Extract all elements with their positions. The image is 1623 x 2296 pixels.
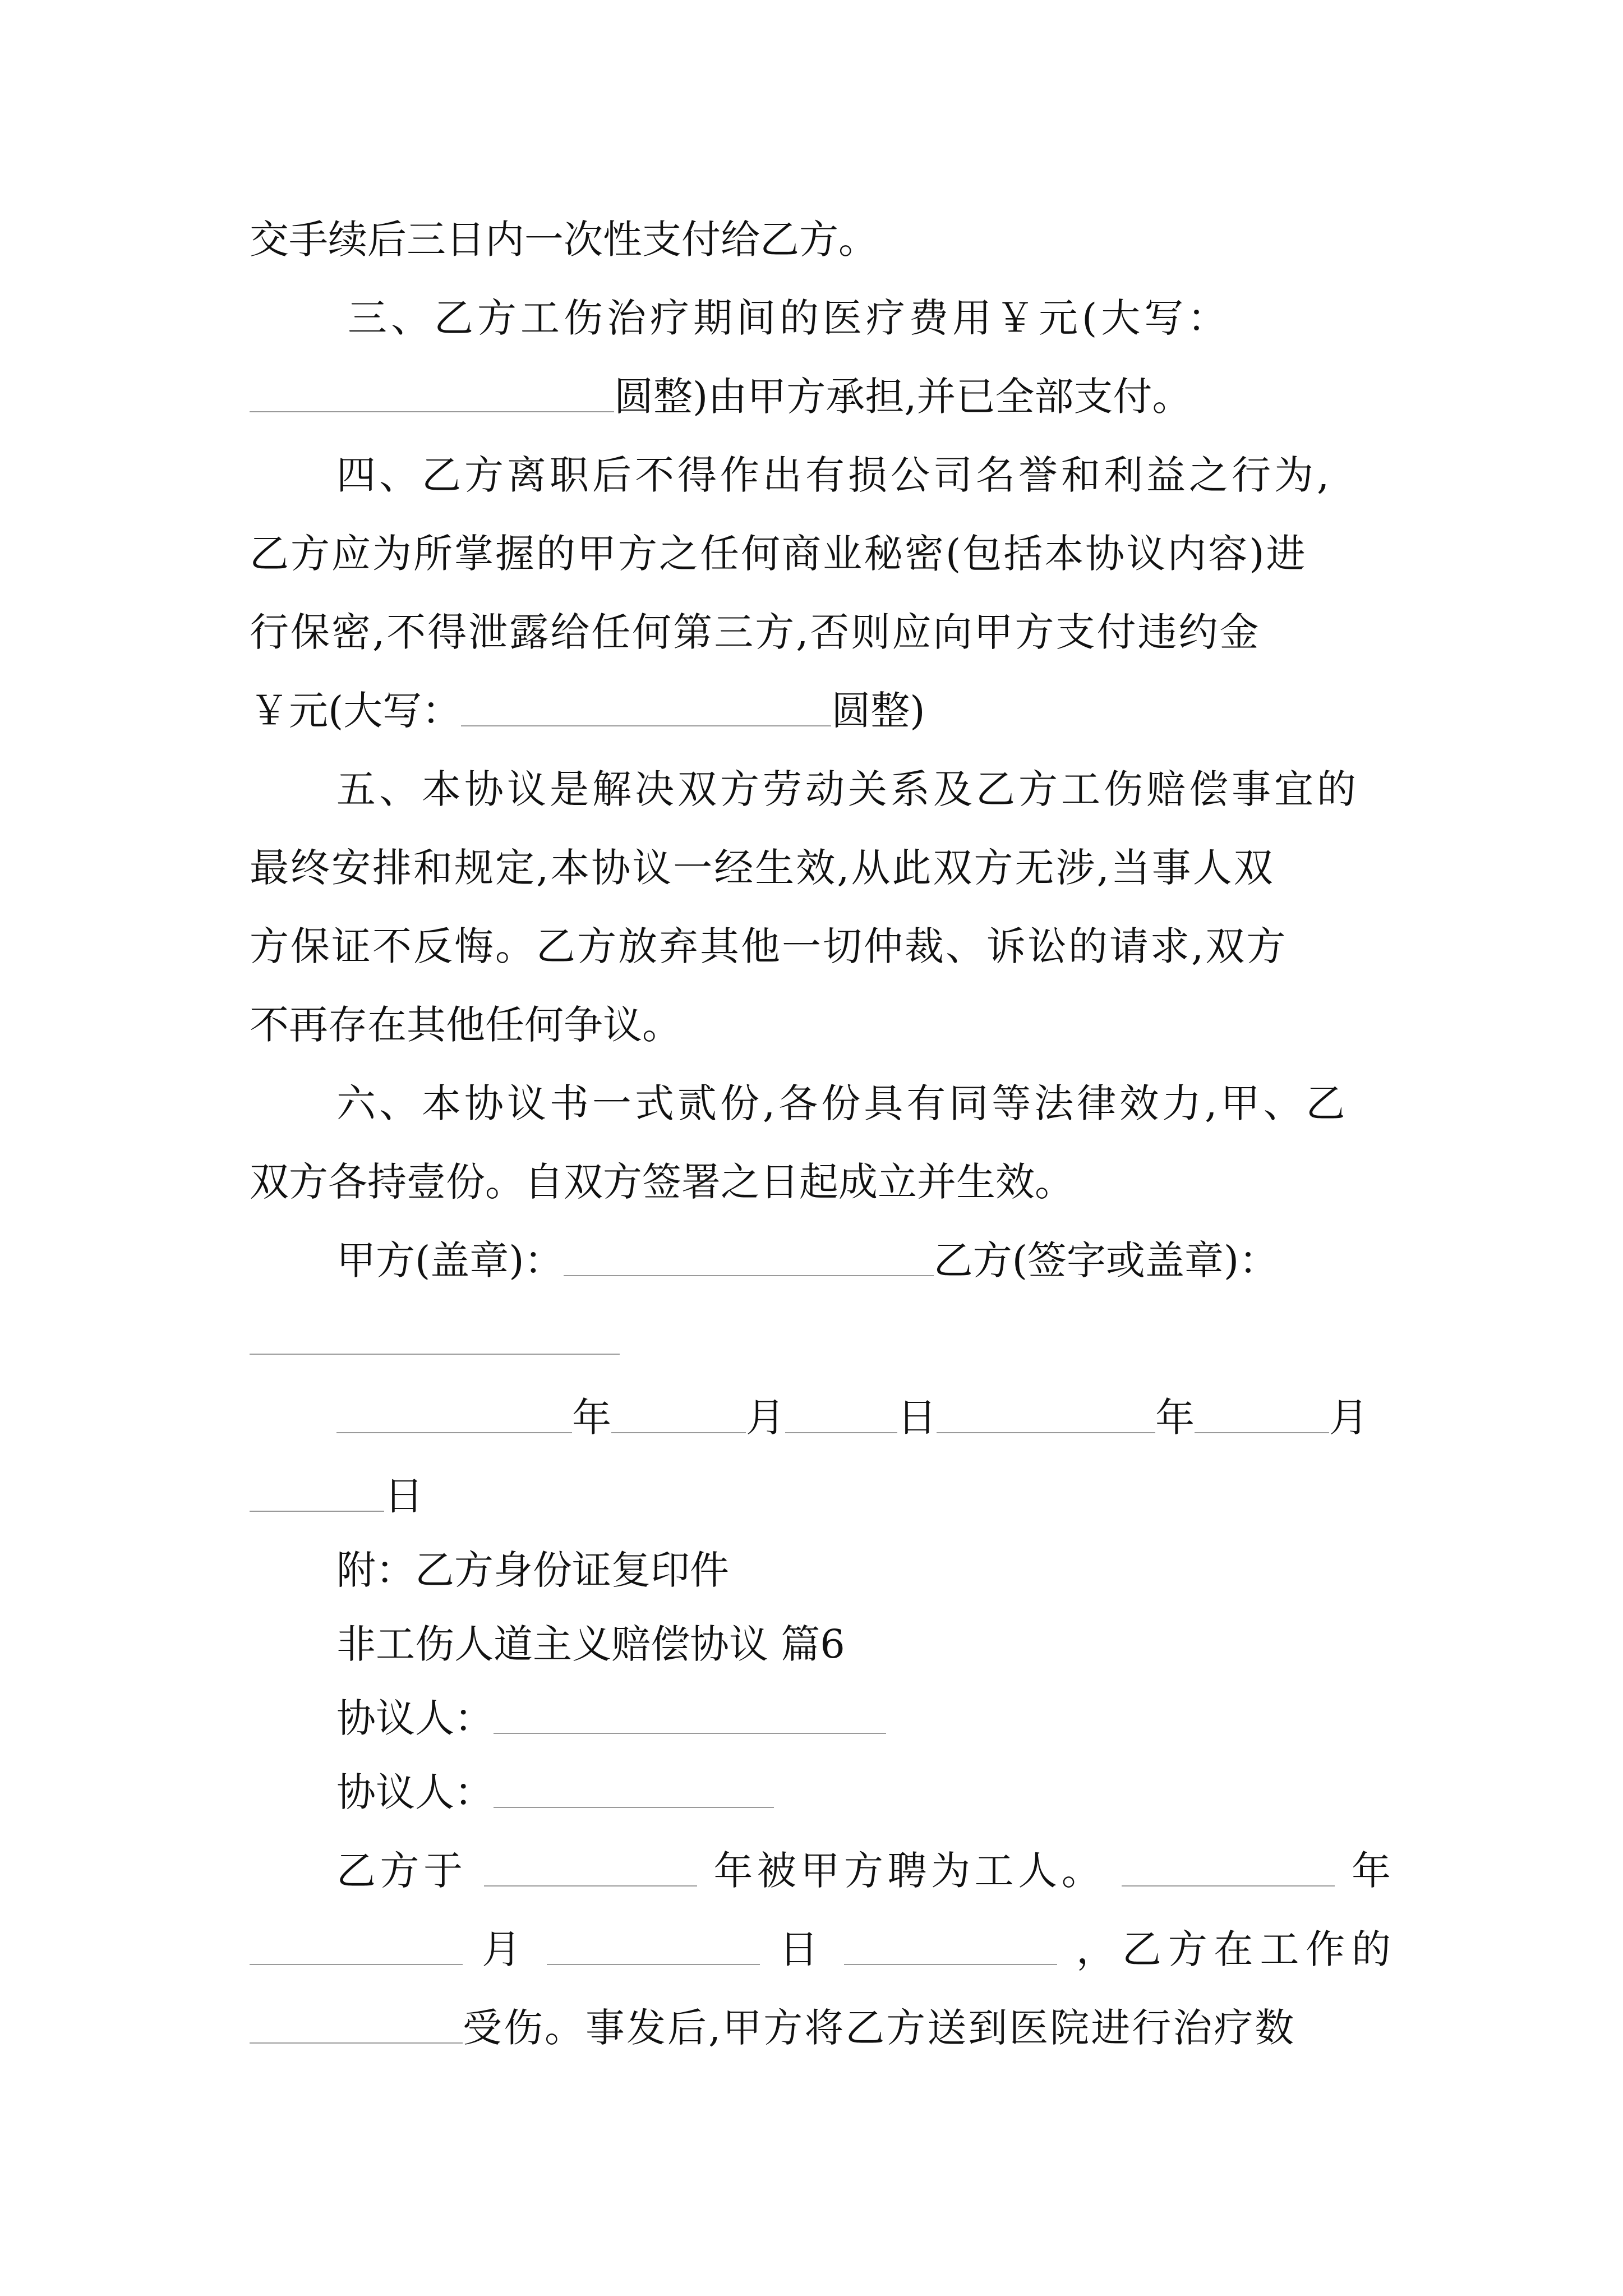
line-text: 附：乙方身份证复印件 [336,1547,729,1593]
date-line [336,1381,1391,1454]
injury-time-field[interactable] [844,1926,1057,1965]
line-text: 交手续后三日内一次性支付给乙方。 [250,217,878,263]
text-line [250,831,1391,904]
line-text: 乙方于 [336,1848,467,1894]
text-line [250,674,1391,747]
line-text: 三、乙方工伤治疗期间的医疗费用￥元(大写： [348,295,1231,341]
date-day: 日 [384,1473,423,1519]
line-text: 日 [779,1926,825,1972]
text-line [250,360,1391,433]
clause-3-line [348,282,1391,355]
date-year: 年 [1155,1395,1195,1441]
party-b-year-field[interactable] [937,1395,1155,1433]
blank-field[interactable] [250,374,614,412]
text-line [250,988,1391,1061]
clause-4-line [336,439,1391,512]
signature-line [336,1224,1391,1297]
line-text: 双方各持壹份。自双方签署之日起成立并生效。 [250,1159,1074,1205]
line-text: 受伤。事发后,甲方将乙方送到医院进行治疗数 [463,2005,1296,2051]
injury-location-field[interactable] [250,2005,463,2044]
injury-year-field[interactable] [1122,1848,1335,1887]
party-a-label: 甲方(盖章)： [336,1237,564,1283]
party-label: 协议人： [336,1695,494,1741]
clause-6-line [336,1067,1391,1140]
line-text: 方保证不反悔。乙方放弃其他一切仲裁、诉讼的请求,双方 [250,923,1288,969]
attachment-line [336,1534,1391,1607]
party-a-signature-field[interactable] [564,1237,934,1276]
injury-month-field[interactable] [250,1926,463,1965]
date-month: 月 [746,1395,785,1441]
date-continuation-line [250,1460,1391,1533]
date-month: 月 [1329,1395,1368,1441]
section-heading [336,1608,1391,1681]
injury-day-field[interactable] [547,1926,760,1965]
party-b-label: 乙方(签字或盖章)： [933,1237,1279,1283]
party-name-field[interactable] [494,1769,774,1808]
line-text: 不再存在其他任何争议。 [250,1002,681,1048]
party-a-day-field[interactable] [785,1395,897,1433]
text-line [250,1145,1391,1218]
text-line [250,596,1391,669]
line-text: ￥元(大写： [250,688,462,734]
signature-continuation-line [250,1303,1391,1375]
line-text: 五、本协议是解决双方劳动关系及乙方工伤赔偿事宜的 [336,766,1359,812]
line-text: 圆整) [831,688,925,734]
date-day: 日 [897,1395,937,1441]
text-line [336,1834,1391,1907]
party-b-day-field[interactable] [250,1473,384,1512]
hire-year-field[interactable] [484,1848,697,1887]
clause-5-line [336,753,1391,826]
heading-text: 非工伤人道主义赔偿协议 篇6 [336,1621,845,1667]
text-line [250,203,1391,276]
party-line [336,1682,1391,1755]
party-a-month-field[interactable] [611,1395,746,1433]
text-line [250,1913,1391,1986]
party-b-signature-field[interactable] [250,1316,620,1355]
line-text: ，乙方在工作的 [1076,1926,1391,1972]
line-text: 乙方应为所掌握的甲方之任何商业秘密(包括本协议内容)进 [250,531,1307,577]
party-name-field[interactable] [494,1695,886,1734]
line-text: 年 [1351,1848,1391,1894]
text-line [250,910,1391,983]
line-text: 年被甲方聘为工人。 [713,1848,1105,1894]
blank-field[interactable] [461,688,831,726]
line-text: 四、乙方离职后不得作出有损公司名誉和利益之行为, [336,452,1333,498]
line-text: 月 [482,1926,528,1972]
line-text: 最终安排和规定,本协议一经生效,从此双方无涉,当事人双 [250,845,1275,891]
party-a-year-field[interactable] [336,1395,572,1433]
party-label: 协议人： [336,1769,494,1815]
text-line [250,517,1391,590]
line-text: 六、本协议书一式贰份,各份具有同等法律效力,甲、乙 [336,1080,1349,1126]
line-text: 圆整)由甲方承担,并已全部支付。 [614,374,1192,420]
party-line [336,1756,1391,1829]
party-b-month-field[interactable] [1195,1395,1329,1433]
date-year: 年 [572,1395,611,1441]
line-text: 行保密,不得泄露给任何第三方,否则应向甲方支付违约金 [250,609,1261,655]
text-line [250,1991,1391,2064]
